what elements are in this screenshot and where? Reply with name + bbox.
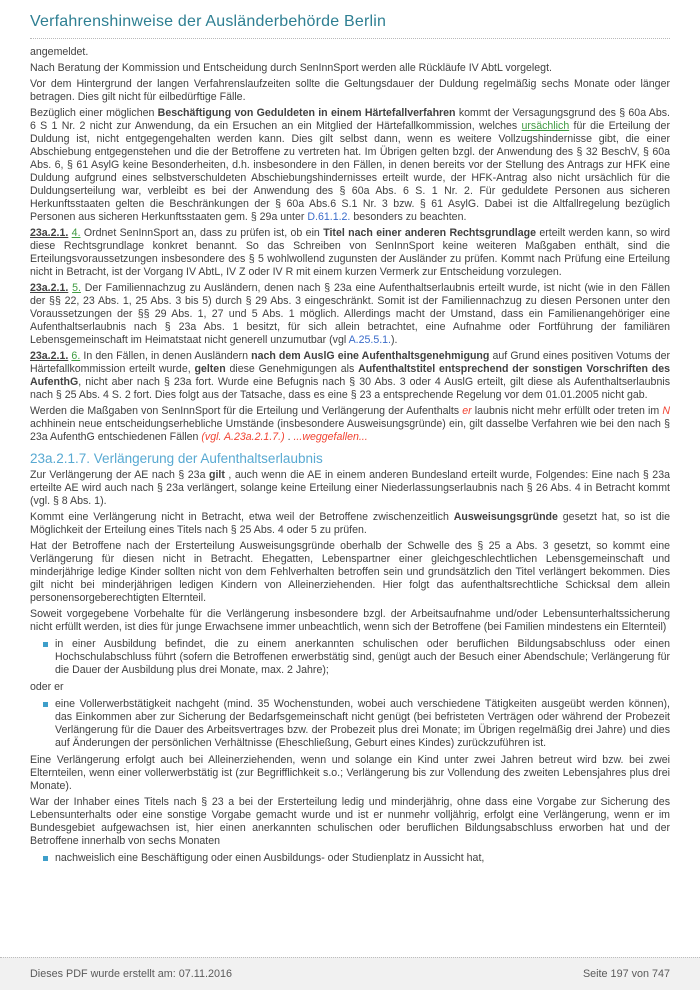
text-run: Ausweisungsgründe [453, 511, 558, 523]
text-run: erteilt werden kann, so wird diese Rechtsgrundlage konkret benannt. So das Schreiben von SenInnSport keine weiteren Maßgaben enthält, sind die Erteilungsvoraussetzungen insbesondere des § 5 wohlwollend zugunsten der Ausländer zu prüfen. Kommt nach Prüfung eine Erteilung nicht in Betracht, ist der Vorgang IV AbtL, IV Z oder IV R mit einem kurzen Vermerk zur Entscheidung vorzulegen. [30, 227, 670, 278]
paragraph [30, 405, 670, 444]
text-run: angemeldet. [30, 46, 89, 58]
paragraph [30, 78, 670, 104]
text-run: 23a.2.1. [30, 350, 69, 362]
title-divider [30, 38, 670, 39]
cross-reference-link[interactable]: A.25.5.1. [348, 334, 391, 346]
paragraph [30, 511, 670, 537]
list-item [43, 638, 670, 677]
text-run: , nicht aber nach § 23a fort. Wurde eine Befugnis nach § 30 Abs. 3 oder 4 AuslG erteilt, gilt diese als Aufenthaltserlaubnis nach § 25 Abs. 4 S. 2 fort. Dies folgt aus der Tatsache, dass es eine § 23 a entsprechende Regelung vor dem 01.01.2005 nicht gab. [30, 376, 670, 401]
cross-reference-link[interactable]: D.61.1.2. [307, 211, 351, 223]
paragraph [30, 469, 670, 508]
text-run: in einer Ausbildung befindet, die zu einem anerkannten schulischen oder beruflichen Bildungsabschluss oder einen Hochschulabschluss führt (sofern die Betroffenen erwerbstätig sind, genügt auch der Besuch einer Abendschule; Verlängerung für die Dauer der Ausbildung plus drei Monate, max. 2 Jahre); [55, 638, 670, 676]
text-run: gelten [194, 363, 226, 375]
text-run: nachweislich eine Beschäftigung oder einen Ausbildungs- oder Studienplatz in Aussicht hat, [55, 852, 485, 864]
text-run: 23a.2.1. [30, 227, 69, 239]
paragraph [30, 796, 670, 848]
text-run: Ordnet SenInnSport an, dass zu prüfen ist, ob ein [80, 227, 324, 239]
text-run: Bezüglich einer möglichen [30, 107, 158, 119]
text-run: eine Vollerwerbstätigkeit nachgeht (mind. 35 Wochenstunden, wobei auch verschiedene Tätigkeiten ausgeübt werden können), das Einkommen aber zur Sicherung der Bedarfsgemeinschaft nicht genügt (bei befristeten Verträgen oder während der Probezeit Verlängerung für die Dauer des Arbeitsvertrages bzw. der Probezeit plus drei Monate; im Übrigen regelmäßig drei Jahre) und dies auf Änderungen der persönlichen Verhältnisse (Eheschließung, Geburt eines Kindes) zurückzuführen ist. [55, 698, 670, 749]
text-run: Titel nach einer anderen Rechtsgrundlage [323, 227, 536, 239]
paragraph [30, 681, 670, 694]
text-run: gesetzt hat, so ist die Möglichkeit der Erteilung eines Titels nach § 25 Abs. 4 oder 5 zu prüfen. [30, 511, 670, 536]
bullet-square-icon [43, 642, 48, 647]
list-item-text [55, 698, 670, 750]
text-run: Aufenthaltstitel entsprechend der sonstigen Vorschriften des AufenthG [30, 363, 670, 388]
bullet-square-icon [43, 702, 48, 707]
list-item [43, 852, 670, 865]
text-run: ...weggefallen... [293, 431, 368, 443]
list-item-text [55, 852, 670, 865]
list-item-text [55, 638, 670, 677]
text-run: gilt [208, 469, 225, 481]
paragraph [30, 107, 670, 224]
text-run: Der Familiennachzug zu Ausländern, denen nach § 23a eine Aufenthaltserlaubnis erteilt wurde, ist nicht (wie in den Fällen der §§ 22, 23 Abs. 1, 25 Abs. 3 bis 5) durch § 29 Abs. 3 eingeschränkt. Somit ist der Familiennachzug zu diesen Personen unter den Voraussetzungen der §§ 29 Abs. 1, 27 und 5 Abs. 1 möglich. Allerdings macht der Umstand, dass ein Familienangehöriger eine Aufenthaltserlaubnis nach § 23a Abs. 1 besitzt, für sich allein betrachtet, eine Aufnahme oder Fortführung der familiären Lebensgemeinschaft im Heimatstaat nicht generell unzumutbar (vgl [30, 282, 670, 346]
page-footer [0, 957, 700, 990]
text-run: achhinein neue entscheidungserhebliche Umstände (insbesondere Ausweisungsgründe) ein, gilt dasselbe Verfahren wie bei den nach § 23a AufenthG entschiedenen Fällen [30, 418, 670, 443]
text-run: nach dem AuslG eine Aufenthaltsgenehmigung [251, 350, 490, 362]
text-run: 6. [71, 350, 81, 362]
text-run: 4. [71, 227, 81, 239]
text-run: für die Erteilung der Duldung ist, nicht entgegengehalten werden kann. Dies gilt selbst dann, wenn es weitere Vollzugshindernisse gibt, die einer Abschiebung entgegenstehen und die der Betroffene zu vertreten hat. Im Übrigen gelten bzgl. der Anwendung des § 32 BeschV, § 60a Abs. 6, § 61 AsylG keine Besonderheiten, d.h. insbesondere in den Fällen, in denen bereits vor der Stellung des Antrags zur HFK eine Duldung aufgrund eines selbstverschuldeten Abschiebungshindernisses erteilt wurde, der HFK-Antrag also nicht ursächlich für die Duldungserteilung war, verbleibt es bei der Anwendung des § 60a Abs. 6 S. 1 Nr. 2. Für geduldete Personen aus sicheren Herkunftsstaaten gelten die Beschränkungen der § 60a Abs.6 S.1 Nr. 3 bzw. § 61 AsylG. Dabei ist die Altfallregelung bezüglich Personen aus sicheren Herkunftsstaaten gem. § 29a unter [30, 120, 670, 223]
text-run: laubnis nicht mehr erfüllt oder treten im [471, 405, 663, 417]
text-run: kommt der Versagungsgrund des § 60a Abs. 6 S 1 Nr. 2 nicht zur Anwendung, da ein Ersuchen an ein Mitglied der Härtefallkommission, welches [30, 107, 670, 132]
text-run: besonders zu beachten. [350, 211, 467, 223]
text-run: 5. [72, 282, 81, 294]
text-run: Soweit vorgegebene Vorbehalte für die Verlängerung insbesondere bzgl. der Arbeitsaufnahme und/oder Lebensunterhaltssicherung nicht erfüllt werden, ist dies für junge Erwachsene immer unbeachtlich, wenn sich der Betroffene (bei Familien mindestens ein Elternteil) [30, 608, 670, 633]
text-run: , auch wenn die AE in einem anderen Bundesland erteilt wurde [224, 469, 530, 481]
text-run: In den Fällen, in denen Ausländern [80, 350, 252, 362]
text-run: . [284, 431, 294, 443]
bullet-square-icon [43, 856, 48, 861]
text-run: er [462, 405, 472, 417]
document-content [30, 46, 670, 865]
paragraph [30, 227, 670, 279]
text-run: Nach Beratung der Kommission und Entscheidung durch SenInnSport werden alle Rückläufe IV AbtL vorgelegt. [30, 62, 552, 74]
paragraph [30, 282, 670, 347]
text-run: 23a.2.1. [30, 282, 69, 294]
list-item [43, 698, 670, 750]
paragraph [30, 62, 670, 75]
section-heading: 23a.2.1.7. Verlängerung der Aufenthaltserlaubnis [30, 451, 323, 466]
text-run: Vor dem Hintergrund der langen Verfahrenslaufzeiten sollte die Geltungsdauer der Duldung regelmäßig sechs Monate oder länger betragen. Dies gilt nicht für eilbedürftige Fälle. [30, 78, 670, 103]
page-title: Verfahrenshinweise der Ausländerbehörde Berlin [30, 13, 387, 30]
text-run: War der Inhaber eines Titels nach § 23 a bei der Ersterteilung ledig und minderjährig, ohne dass eine Vorgabe zur Sicherung des Lebensunterhalts oder eine sonstige Vorgabe gemacht wurde und ist er nunmehr volljährig, erfolgt eine Verlängerung, wenn er im Bundesgebiet aufgewachsen ist, hier einen anerkannten schulischen oder beruflichen Bildungsabschluss erworben hat und der Betroffene innerhalb von sechs Monaten [30, 796, 670, 847]
paragraph [30, 540, 670, 605]
text-run: Kommt eine Verlängerung nicht in Betracht, etwa weil der Betroffene zwischenzeitlich [30, 511, 454, 523]
text-run: Eine Verlängerung erfolgt auch bei Alleinerziehenden, wenn und solange ein Kind unter zwei Jahren betreut wird bzw. bei zwei Elternteilen, wenn einer vollerwerbstätig ist (zur Begrifflichkeit s.o.; Verlängerung bis zur Vollendung des zweiten Lebensjahres plus drei Monate). [30, 754, 670, 792]
text-run: Werden die Maßgaben von SenInnSport für die Erteilung und Verlängerung der Aufenthalts [30, 405, 463, 417]
paragraph [30, 46, 670, 59]
paragraph [30, 350, 670, 402]
text-run: Beschäftigung von Geduldeten in einem Härtefallverfahren [157, 107, 456, 119]
text-run: Zur Verlängerung der AE nach § 23a [30, 469, 209, 481]
text-run: , Folgendes: Eine nach § 23a erteilte AE wird auch nach § 23a verlängert, solange keine Erteilung einer Niederlassungserlaubnis nach § 26 Abs. 4 in Betracht kommt (vgl. § 8 Abs. 1). [30, 469, 670, 507]
text-run: ). [390, 334, 398, 346]
text-run: Hat der Betroffene nach der Ersterteilung Ausweisungsgründe oberhalb der Schwelle des § 25 a Abs. 3 gesetzt, so kommt eine Verlängerung für diesen nicht in Betracht. Ehegatten, Lebenspartner einer gleichgeschlechtlichen Lebensgemeinschaft und minderjährige ledige Kinder sollten nicht von dem Fehlverhalten betroffen sein und grundsätzlich den Titel verlängert bekommen. Dies gilt nicht bei minderjährigen ledigen Kindern von Alleinerziehenden. Hier folgt das aufenthaltsrechtliche Schicksal dem allein personensorgeberechtigten Elternteil. [30, 540, 670, 604]
text-run: ursächlich [521, 120, 570, 132]
text-run: oder er [30, 681, 64, 693]
paragraph [30, 608, 670, 634]
text-run: diese Genehmigungen als [225, 363, 359, 375]
text-run: auf Grund eines positiven Votums der Härtefallkommission erteilt wurde, [30, 350, 671, 375]
text-run: N [662, 405, 670, 417]
footer-created-date: Dieses PDF wurde erstellt am: 07.11.2016 [30, 968, 233, 980]
footer-page-number: Seite 197 von 747 [582, 968, 670, 980]
paragraph [30, 754, 670, 793]
text-run: (vgl. A.23a.2.1.7.) [201, 431, 285, 443]
